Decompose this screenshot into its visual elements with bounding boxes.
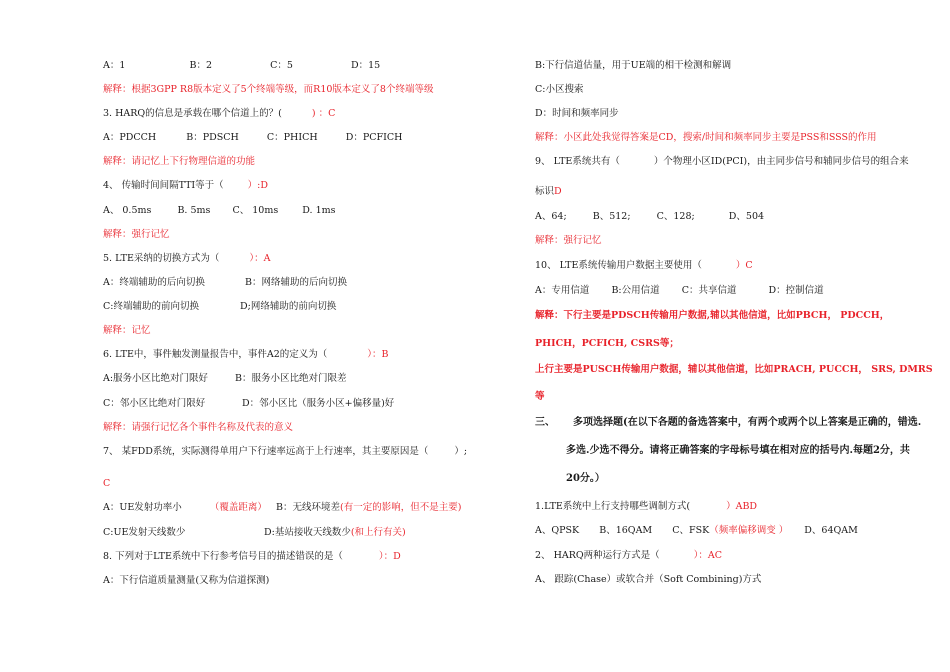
- q10-option-a: A：专用信道: [535, 285, 590, 296]
- q9-option-a: A、64;: [535, 211, 567, 222]
- q7-option-a: [103, 501, 267, 515]
- q6-option-b: B：服务小区比绝对门限差: [235, 373, 347, 384]
- q10-option-b: B:公用信道: [611, 285, 660, 296]
- q10-question: [535, 259, 753, 273]
- q10-option-d: D：控制信道: [768, 285, 824, 296]
- q3-option-d: D：PCFICH: [345, 132, 403, 143]
- q10-explanation-line3: 上行主要是PUSCH传输用户数据，辅以其他信道，比如PRACH, PUCCH， SRS, DMRS: [535, 364, 933, 375]
- m1-option-a: A、QPSK: [535, 525, 580, 536]
- q3-explanation: 解释：请记忆上下行物理信道的功能: [103, 156, 256, 167]
- q7-option-d: [264, 526, 406, 540]
- q8-explanation: 解释：小区此处我觉得答案是CD，搜索/时间和频率同步主要是PSS和SSS的作用: [535, 132, 877, 143]
- m2-question: [535, 549, 722, 563]
- q8-question-text: 8. 下列对于LTE系统中下行参考信号目的描述错误的是（: [103, 551, 343, 562]
- q2-option-c: C：5: [270, 60, 293, 71]
- q2-option-d: D：15: [350, 60, 381, 71]
- q8-option-b: B:下行信道估量，用于UE端的相干检测和解调: [535, 60, 732, 71]
- q4-question: [103, 179, 268, 193]
- q10-explanation-line4: 等: [535, 391, 545, 402]
- q6-answer: ）：B: [367, 349, 389, 360]
- q10-explanation-line1: 解释：下行主要是PDSCH传输用户数据,辅以其他信道，比如PBCH， PDCCH，: [535, 310, 890, 321]
- m1-question: [535, 500, 757, 514]
- m1-answer: ）ABD: [726, 501, 758, 512]
- q3-option-c: C：PHICH: [266, 132, 318, 143]
- q4-option-b: B. 5ms: [177, 205, 211, 216]
- q6-option-d: D：邻小区比（服务小区+偏移量)好: [242, 398, 395, 409]
- q4-explanation: 解释：强行记忆: [103, 229, 170, 240]
- q7-option-c: C:UE发射天线数少: [103, 527, 186, 538]
- q9-explanation: 解释：强行记忆: [535, 235, 602, 246]
- q4-option-c: C、 10ms: [232, 205, 279, 216]
- q3-option-a: A：PDCCH: [103, 132, 157, 143]
- q4-options: [103, 204, 336, 218]
- q7-option-b-note: (有一定的影响，但不是主要): [339, 502, 462, 513]
- q7-tail: ）;: [454, 446, 468, 457]
- q10-question-text: 10、 LTE系统传输用户数据主要使用（: [535, 260, 702, 271]
- q5-option-c: C:终端辅助的前向切换: [103, 301, 199, 312]
- m2-option-a: A、 跟踪(Chase）或软合并（Soft Combining)方式: [535, 574, 762, 585]
- m1-question-text: 1.LTE系统中上行支持哪些调制方式(: [535, 501, 691, 512]
- q2-explanation: 解释：根据3GPP R8版本定义了5个终端等级，而R10版本定义了8个终端等级: [103, 84, 434, 95]
- q8-answer: ）：D: [378, 551, 401, 562]
- q8-option-a: A：下行信道质量测量(又称为信道探测): [103, 575, 270, 586]
- section3-heading: [535, 416, 921, 430]
- m2-answer: ）：AC: [693, 550, 723, 561]
- q2-option-a: A：1: [103, 60, 126, 71]
- m1-option-d: D、64QAM: [804, 525, 858, 536]
- q7-option-a-text: A：UE发射功率小: [103, 502, 182, 513]
- q5-option-b: B：网络辅助的后向切换: [245, 277, 347, 288]
- q4-option-d: D. 1ms: [302, 205, 336, 216]
- q5-option-a: A：终端辅助的后向切换: [103, 277, 205, 288]
- m1-option-c: C、FSK: [672, 525, 710, 536]
- q5-explanation: 解释：记忆: [103, 325, 151, 336]
- q7-answer: C: [103, 478, 111, 489]
- q3-answer: ) ：C: [311, 108, 336, 119]
- q9-question-text: 9、 LTE系统共有（: [535, 156, 620, 167]
- q8-option-c: C:小区搜索: [535, 84, 584, 95]
- q7-option-b: [276, 501, 461, 515]
- section3-line1: 多项选择题(在以下各题的备选答案中，有两个或两个以上答案是正确的，错选.: [573, 417, 922, 428]
- section3-line3: 20分。）: [566, 473, 605, 484]
- q10-answer: ）C: [735, 260, 753, 271]
- q6-question-text: 6. LTE中，事件触发测量报告中，事件A2的定义为（: [103, 349, 328, 360]
- q9-option-c: C、128;: [656, 211, 695, 222]
- q3-question-text: 3. HARQ的信息是承载在哪个信道上的？(: [103, 108, 282, 119]
- q9-option-d: D、504: [728, 211, 765, 222]
- q9-question: [535, 155, 909, 169]
- q6-explanation: 解释：请强行记忆各个事件名称及代表的意义: [103, 422, 294, 433]
- q10-options: [535, 284, 824, 298]
- m1-options: [535, 524, 858, 538]
- section3-line2: 多选.少选不得分。请将正确答案的字母标号填在相对应的括号内.每题2分，共: [566, 445, 910, 456]
- m1-option-c-note: （频率偏移调变 ）: [709, 525, 789, 536]
- q4-option-a: A、 0.5ms: [103, 205, 152, 216]
- q9-question-line2: [535, 185, 562, 199]
- q9-question-mid: ）个物理小区ID(PCI)，由主同步信号和辅同步信号的组合来: [653, 156, 909, 167]
- q7-option-b-text: B：无线环境差: [276, 502, 340, 513]
- q2-option-b: B：2: [189, 60, 212, 71]
- q10-explanation-line2: PHICH，PCFICH, CSRS等；: [535, 338, 679, 349]
- q3-question: [103, 107, 335, 121]
- q5-question: [103, 252, 271, 266]
- q9-question-line2-text: 标识: [535, 186, 555, 197]
- q6-option-a: A:服务小区比绝对门限好: [103, 373, 209, 384]
- m2-question-text: 2、 HARQ两种运行方式是（: [535, 550, 660, 561]
- q6-question: [103, 348, 389, 362]
- q5-answer: ）：A: [249, 253, 271, 264]
- q5-question-text: 5. LTE采纳的切换方式为（: [103, 253, 220, 264]
- q9-option-b: B、512;: [592, 211, 631, 222]
- q4-question-text: 4、 传输时间间隔TTI等于（: [103, 180, 224, 191]
- q10-option-c: C：共享信道: [681, 285, 737, 296]
- section3-number: 三、: [535, 417, 555, 428]
- q2-options: [103, 59, 380, 73]
- q8-option-d: D：时间和频率同步: [535, 108, 619, 119]
- q7-question-text: 7、 某FDD系统，实际测得单用户下行速率远高于上行速率，其主要原因是（: [103, 446, 429, 457]
- q8-question: [103, 550, 401, 564]
- q4-answer: ）:D: [247, 180, 268, 191]
- q3-option-b: B：PDSCH: [186, 132, 239, 143]
- q7-option-d-text: D:基站接收天线数少: [264, 527, 351, 538]
- q7-option-a-note: （覆盖距离）: [209, 502, 267, 513]
- q7-question: [103, 445, 467, 459]
- q7-option-d-note: (和上行有关): [350, 527, 406, 538]
- q9-options: [535, 210, 764, 224]
- q6-option-c: C：邻小区比绝对门限好: [103, 398, 206, 409]
- q5-option-d: D;网络辅助的前向切换: [240, 301, 337, 312]
- q9-answer: D: [554, 186, 562, 197]
- m1-option-b: B、16QAM: [599, 525, 653, 536]
- q3-options: [103, 131, 402, 145]
